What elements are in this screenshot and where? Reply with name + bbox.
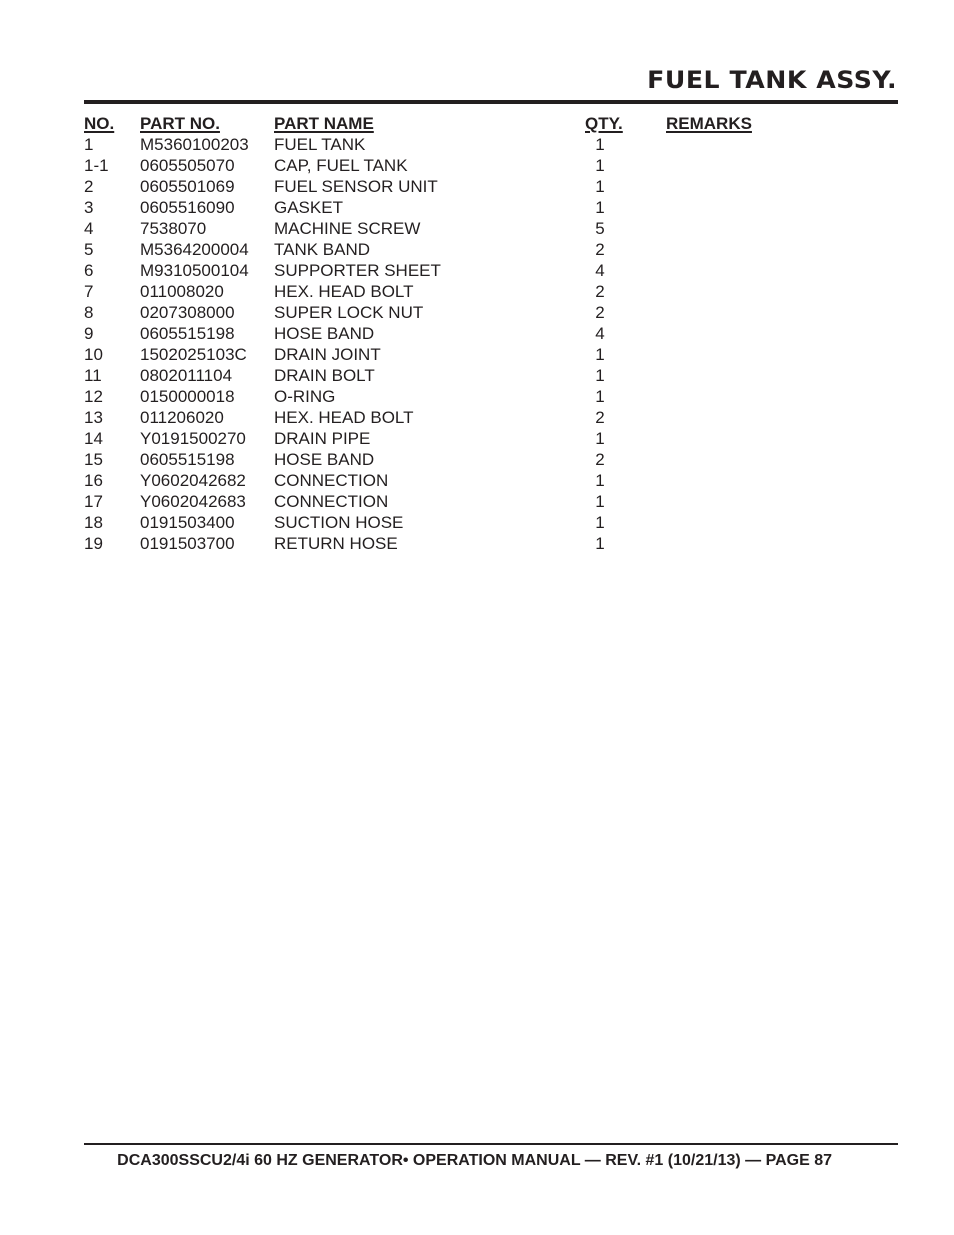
row-qty: 1 <box>595 471 605 490</box>
row-part-no: M9310500104 <box>140 261 249 280</box>
row-part-name: FUEL TANK <box>274 135 366 154</box>
row-no: 5 <box>84 240 94 259</box>
row-part-name: O-RING <box>274 387 336 406</box>
row-part-name: HEX. HEAD BOLT <box>274 408 414 427</box>
row-qty: 2 <box>595 450 605 469</box>
row-qty: 1 <box>595 177 605 196</box>
row-qty: 1 <box>595 387 605 406</box>
row-part-name: HOSE BAND <box>274 324 375 343</box>
row-part-name: CONNECTION <box>274 471 389 490</box>
row-part-no: 0605515198 <box>140 450 235 469</box>
row-part-no: 0802011104 <box>140 366 233 385</box>
row-part-no: 1502025103C <box>140 345 247 364</box>
row-qty: 1 <box>595 513 605 532</box>
table-row <box>84 365 784 386</box>
page-footer: DCA300SSCU2/4i 60 HZ GENERATOR• OPERATION MANUAL — REV. #1 (10/21/13) — PAGE 87 <box>117 1152 832 1169</box>
row-no: 14 <box>84 429 103 448</box>
row-part-name: RETURN HOSE <box>274 534 398 553</box>
parts-list-table <box>84 113 784 554</box>
table-row <box>84 197 784 218</box>
row-part-name: DRAIN JOINT <box>274 345 381 364</box>
row-qty: 4 <box>595 324 605 343</box>
row-part-no: 011008020 <box>140 282 224 301</box>
table-row <box>84 407 784 428</box>
footer-rule <box>84 1143 898 1145</box>
row-part-name: SUPER LOCK NUT <box>274 303 424 322</box>
row-part-name: SUCTION HOSE <box>274 513 404 532</box>
table-row <box>84 134 784 155</box>
row-part-no: 0207308000 <box>140 303 235 322</box>
row-part-no: 0191503400 <box>140 513 235 532</box>
row-part-name: HEX. HEAD BOLT <box>274 282 414 301</box>
row-part-no: 0605505070 <box>140 156 235 175</box>
row-part-no: Y0602042683 <box>140 492 246 511</box>
row-qty: 2 <box>595 408 605 427</box>
row-part-no: 0150000018 <box>140 387 235 406</box>
row-part-no: M5364200004 <box>140 240 249 259</box>
row-part-name: DRAIN PIPE <box>274 429 371 448</box>
row-no: 12 <box>84 387 103 406</box>
row-part-name: FUEL SENSOR UNIT <box>274 177 438 196</box>
row-no: 17 <box>84 492 103 511</box>
table-row <box>84 491 784 512</box>
row-no: 15 <box>84 450 103 469</box>
row-no: 1-1 <box>84 156 109 175</box>
row-no: 9 <box>84 324 94 343</box>
header-part-name: PART NAME <box>274 114 374 133</box>
table-row <box>84 533 784 554</box>
table-row <box>84 155 784 176</box>
row-no: 7 <box>84 282 94 301</box>
row-no: 19 <box>84 534 103 553</box>
row-no: 4 <box>84 219 94 238</box>
row-no: 8 <box>84 303 94 322</box>
row-qty: 1 <box>595 534 605 553</box>
table-row <box>84 470 784 491</box>
table-row <box>84 428 784 449</box>
row-qty: 2 <box>595 282 605 301</box>
table-row <box>84 323 784 344</box>
row-part-name: DRAIN BOLT <box>274 366 375 385</box>
row-qty: 2 <box>595 303 605 322</box>
header-remarks: REMARKS <box>666 114 752 133</box>
row-part-no: 0605516090 <box>140 198 235 217</box>
row-no: 1 <box>84 135 94 154</box>
table-body <box>84 134 784 554</box>
title-rule <box>84 100 898 104</box>
row-no: 18 <box>84 513 103 532</box>
row-part-no: M5360100203 <box>140 135 249 154</box>
row-part-no: Y0602042682 <box>140 471 246 490</box>
row-qty: 4 <box>595 261 605 280</box>
row-part-no: 0605501069 <box>140 177 235 196</box>
row-no: 6 <box>84 261 94 280</box>
table-row <box>84 176 784 197</box>
row-qty: 1 <box>595 198 605 217</box>
page-title: FUEL TANK ASSY. <box>646 66 897 94</box>
row-part-name: CONNECTION <box>274 492 389 511</box>
row-part-no: 011206020 <box>140 408 224 427</box>
row-no: 13 <box>84 408 103 427</box>
row-part-name: TANK BAND <box>274 240 371 259</box>
row-no: 10 <box>84 345 103 364</box>
table-row <box>84 344 784 365</box>
row-qty: 2 <box>595 240 605 259</box>
row-qty: 1 <box>595 135 605 154</box>
row-part-name: CAP, FUEL TANK <box>274 156 408 175</box>
header-qty: QTY. <box>585 114 623 133</box>
row-qty: 1 <box>595 492 605 511</box>
row-part-no: 0191503700 <box>140 534 235 553</box>
table-row <box>84 302 784 323</box>
row-qty: 1 <box>595 366 605 385</box>
row-no: 2 <box>84 177 94 196</box>
row-part-name: HOSE BAND <box>274 450 375 469</box>
table-row <box>84 512 784 533</box>
table-row <box>84 281 784 302</box>
header-no: NO. <box>84 114 115 133</box>
row-part-no: 0605515198 <box>140 324 235 343</box>
row-qty: 1 <box>595 156 605 175</box>
row-qty: 5 <box>595 219 605 238</box>
row-qty: 1 <box>595 429 605 448</box>
row-part-name: MACHINE SCREW <box>274 219 421 238</box>
table-row <box>84 449 784 470</box>
row-qty: 1 <box>595 345 605 364</box>
row-no: 16 <box>84 471 103 490</box>
table-row <box>84 386 784 407</box>
row-part-no: Y0191500270 <box>140 429 246 448</box>
row-no: 11 <box>84 366 102 385</box>
row-part-name: SUPPORTER SHEET <box>274 261 441 280</box>
row-part-no: 7538070 <box>140 219 207 238</box>
row-part-name: GASKET <box>274 198 343 217</box>
row-no: 3 <box>84 198 94 217</box>
table-row <box>84 239 784 260</box>
table-row <box>84 218 784 239</box>
table-header-row <box>84 113 784 134</box>
header-part-no: PART NO. <box>140 114 220 133</box>
table-row <box>84 260 784 281</box>
